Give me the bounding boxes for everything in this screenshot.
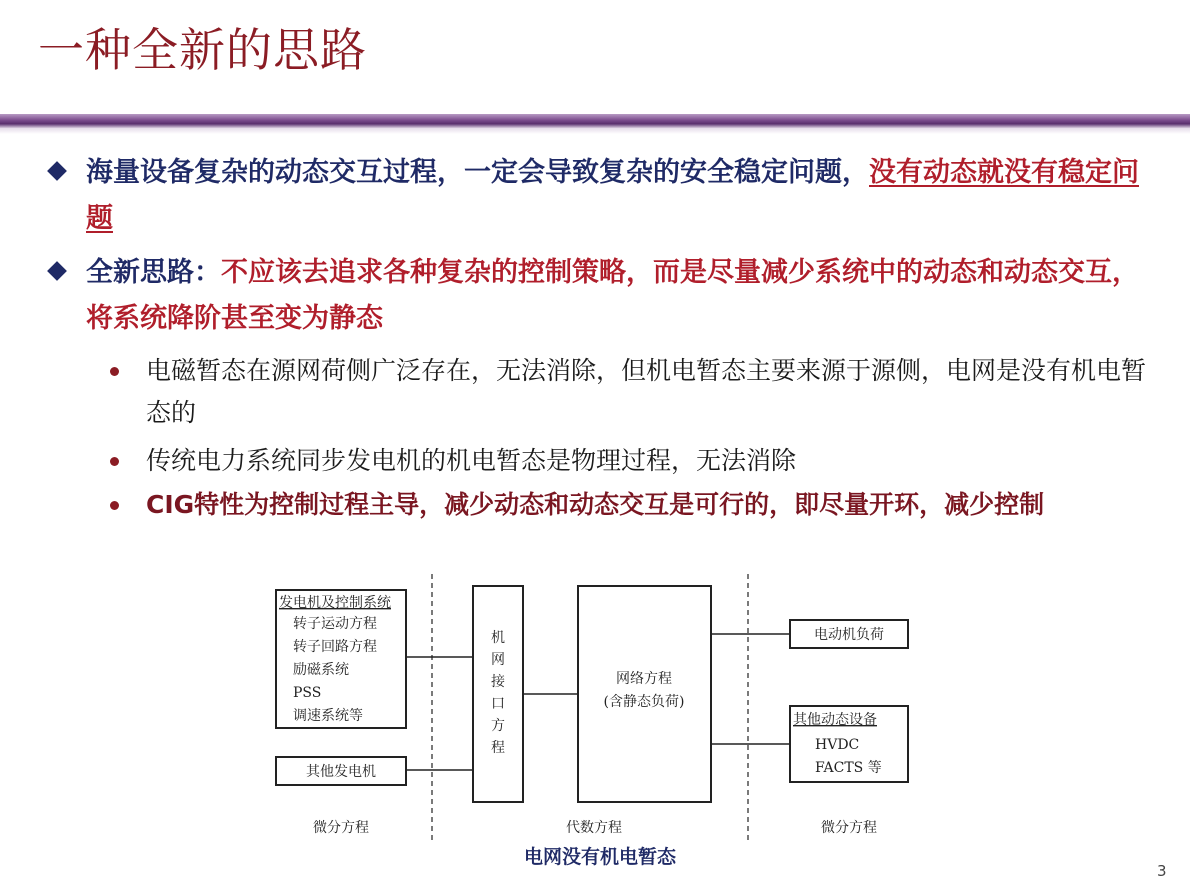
bullet-1-highlight: 没有动态就没有稳定问题: [86, 157, 1139, 234]
gen-item: 转子运动方程: [293, 616, 377, 632]
interface-char: 接: [491, 674, 505, 690]
gen-item: 调速系统等: [293, 708, 363, 724]
sub-bullet-3-text: CIG特性为控制过程主导，减少动态和动态交互是可行的，即尽量开环，减少控制: [146, 490, 1045, 519]
sub-bullet-2: [110, 440, 1150, 482]
title-divider-shadow: [0, 128, 1190, 134]
interface-equation-box: [473, 586, 523, 802]
bullet-1: [50, 150, 1160, 242]
generator-control-title: 发电机及控制系统: [279, 595, 391, 611]
sub-bullet-3: [110, 484, 1150, 526]
sub-bullet-1: [110, 350, 1150, 434]
other-dynamic-item: FACTS 等: [815, 760, 882, 776]
other-dynamic-item: HVDC: [815, 737, 860, 753]
other-generator-label: 其他发电机: [306, 764, 376, 780]
diagram-caption: 电网没有机电暂态: [523, 846, 676, 868]
dot-bullet-icon: [110, 457, 119, 466]
gen-item: 励磁系统: [293, 662, 349, 678]
other-dynamic-title: 其他动态设备: [793, 712, 877, 728]
sub-bullet-1-text: 电磁暂态在源网荷侧广泛存在，无法消除，但机电暂态主要来源于源侧，电网是没有机电暂态的: [146, 356, 1147, 427]
dot-bullet-icon: [110, 367, 119, 376]
network-equation-sublabel: (含静态负荷): [603, 694, 685, 710]
other-dynamic-devices-box: [790, 706, 908, 782]
gen-item: 转子回路方程: [293, 639, 377, 655]
label-algebraic: 代数方程: [566, 820, 622, 836]
title-divider-bar: [0, 114, 1190, 128]
interface-char: 口: [491, 696, 505, 712]
motor-load-label: 电动机负荷: [814, 627, 884, 643]
bullet-1-text: 海量设备复杂的动态交互过程，一定会导致复杂的安全稳定问题，: [86, 157, 869, 188]
motor-load-box: [790, 620, 908, 648]
dot-bullet-icon: [110, 501, 119, 510]
other-generator-box: [276, 757, 406, 785]
bullet-2-text: 全新思路：: [86, 257, 221, 288]
interface-char: 机: [491, 630, 505, 646]
label-differential-right: 微分方程: [821, 820, 877, 836]
interface-char: 网: [491, 652, 505, 668]
bullet-2-highlight: 不应该去追求各种复杂的控制策略，而是尽量减少系统中的动态和动态交互，将系统降阶甚至变为静态: [86, 257, 1139, 334]
sub-bullet-2-text: 传统电力系统同步发电机的机电暂态是物理过程，无法消除: [146, 446, 797, 475]
label-differential-left: 微分方程: [313, 820, 369, 836]
bullet-2: [50, 250, 1160, 342]
interface-char: 方: [491, 718, 505, 734]
generator-control-box: [276, 590, 406, 728]
interface-char: 程: [491, 740, 505, 756]
gen-item: PSS: [293, 685, 322, 701]
slide-title: 一种全新的思路: [38, 23, 367, 77]
network-equation-label: 网络方程: [616, 671, 672, 687]
page-number: 3: [1157, 862, 1167, 880]
network-equation-box: [578, 586, 711, 802]
